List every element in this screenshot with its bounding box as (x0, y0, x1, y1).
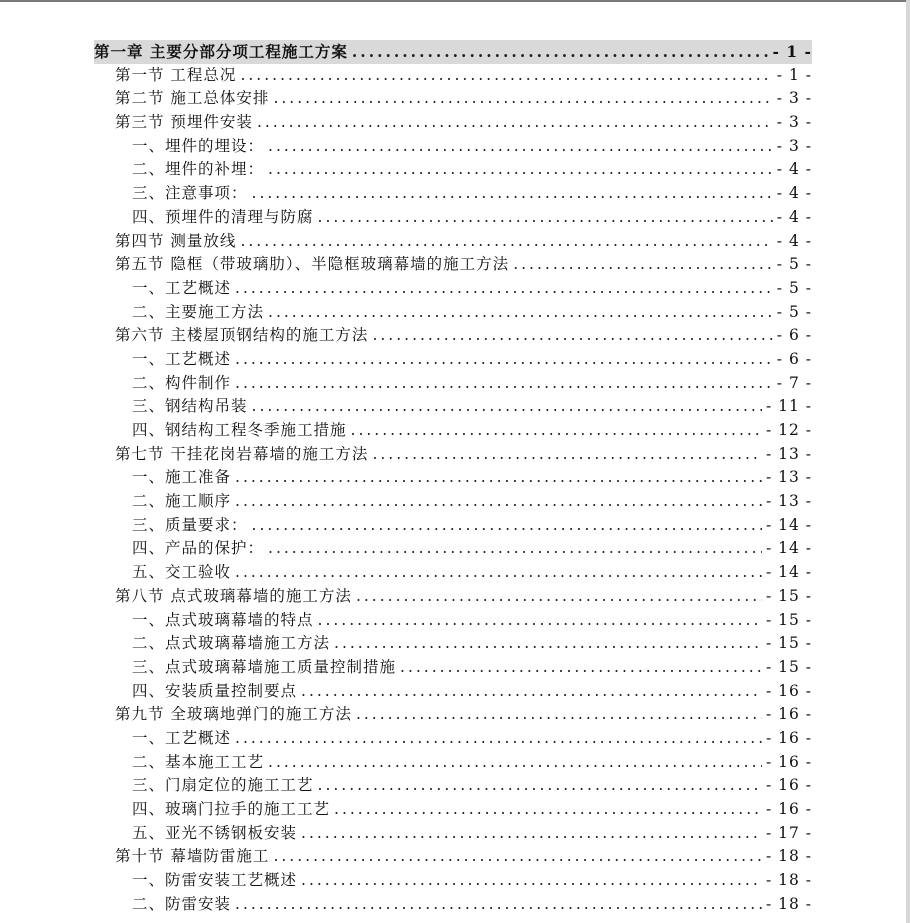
dot-leader (372, 324, 772, 348)
toc-entry-page-number: - 15 - (765, 634, 812, 653)
dot-leader (235, 372, 773, 396)
toc-entry-page-number: - 3 - (776, 113, 812, 132)
toc-entry-page-number: - 18 - (765, 847, 812, 866)
toc-entry-page-number: - 4 - (776, 184, 812, 203)
toc-entry-title: 二、基本施工工艺 (132, 752, 265, 771)
toc-entry-title: 一、工艺概述 (132, 728, 232, 747)
dot-leader (252, 395, 762, 419)
toc-entry-title: 第九节 全玻璃地弹门的施工方法 (115, 705, 352, 724)
dot-leader (318, 609, 762, 633)
toc-subsection-entry[interactable] (94, 632, 812, 656)
toc-entry-title: 四、产品的保护： (132, 539, 265, 558)
table-of-contents (94, 40, 812, 916)
toc-subsection-entry[interactable] (94, 680, 812, 704)
toc-entry-title: 三、点式玻璃幕墙施工质量控制措施 (132, 657, 397, 676)
toc-section-entry[interactable] (94, 230, 812, 254)
dot-leader (351, 419, 762, 443)
toc-entry-page-number: - 4 - (776, 207, 812, 226)
toc-entry-page-number: - 16 - (765, 752, 812, 771)
toc-entry-title: 第六节 主楼屋顶钢结构的施工方法 (115, 326, 369, 345)
toc-entry-title: 四、预埋件的清理与防腐 (132, 207, 314, 226)
toc-subsection-entry[interactable] (94, 301, 812, 325)
dot-leader (235, 727, 762, 751)
toc-entry-page-number: - 15 - (765, 657, 812, 676)
toc-section-entry[interactable] (94, 585, 812, 609)
toc-entry-page-number: - 16 - (765, 728, 812, 747)
dot-leader (334, 798, 762, 822)
toc-entry-page-number: - 5 - (776, 255, 812, 274)
toc-entry-title: 三、门扇定位的施工工艺 (132, 776, 314, 795)
toc-entry-page-number: - 13 - (765, 468, 812, 487)
dot-leader (301, 869, 762, 893)
toc-entry-title: 二、点式玻璃幕墙施工方法 (132, 634, 331, 653)
toc-entry-title: 第四节 测量放线 (115, 231, 237, 250)
toc-entry-page-number: - 1 - (776, 65, 812, 84)
toc-entry-page-number: - 16 - (765, 681, 812, 700)
toc-entry-title: 第一节 工程总况 (115, 65, 237, 84)
toc-entry-title: 三、注意事项： (132, 184, 248, 203)
toc-entry-page-number: - 3 - (776, 89, 812, 108)
toc-entry-title: 第三节 预埋件安装 (115, 113, 253, 132)
dot-leader (268, 158, 773, 182)
toc-section-entry[interactable] (94, 845, 812, 869)
dot-leader (356, 703, 762, 727)
toc-entry-page-number: - 18 - (765, 894, 812, 913)
toc-entry-title: 第一章 主要分部分项工程施工方案 (94, 42, 348, 61)
toc-entry-page-number: - 1 - (772, 42, 812, 61)
dot-leader (513, 253, 773, 277)
scrollbar-track[interactable] (906, 0, 910, 923)
toc-entry-title: 一、防雷安装工艺概述 (132, 871, 298, 890)
toc-entry-title: 二、防雷安装 (132, 894, 232, 913)
toc-entry-title: 一、埋件的埋设： (132, 136, 265, 155)
toc-entry-page-number: - 16 - (765, 776, 812, 795)
toc-entry-title: 一、施工准备 (132, 468, 232, 487)
toc-entry-title: 第七节 干挂花岗岩幕墙的施工方法 (115, 444, 369, 463)
dot-leader (252, 182, 773, 206)
toc-subsection-entry[interactable] (94, 609, 812, 633)
toc-section-entry[interactable] (94, 64, 812, 88)
toc-entry-page-number: - 14 - (765, 563, 812, 582)
toc-entry-page-number: - 17 - (765, 823, 812, 842)
toc-entry-page-number: - 13 - (765, 492, 812, 511)
toc-subsection-entry[interactable] (94, 277, 812, 301)
toc-entry-page-number: - 14 - (765, 539, 812, 558)
toc-entry-page-number: - 12 - (765, 421, 812, 439)
toc-entry-title: 一、工艺概述 (132, 349, 232, 368)
toc-subsection-entry[interactable] (94, 751, 812, 775)
top-border (0, 0, 910, 2)
toc-subsection-entry[interactable] (94, 490, 812, 514)
dot-leader (334, 632, 762, 656)
toc-subsection-entry[interactable] (94, 774, 812, 798)
toc-section-entry[interactable] (94, 87, 812, 111)
toc-entry-title: 第二节 施工总体安排 (115, 89, 270, 108)
toc-entry-page-number: - 6 - (776, 349, 812, 368)
dot-leader (372, 443, 762, 467)
toc-entry-page-number: - 18 - (765, 871, 812, 890)
toc-subsection-entry[interactable] (94, 893, 812, 917)
toc-entry-title: 一、点式玻璃幕墙的特点 (132, 610, 314, 629)
toc-entry-page-number: - 15 - (765, 586, 812, 605)
dot-leader (318, 774, 762, 798)
toc-entry-title: 四、安装质量控制要点 (132, 681, 298, 700)
dot-leader (257, 111, 773, 135)
dot-leader (356, 585, 762, 609)
toc-entry-page-number: - 11 - (765, 397, 812, 416)
toc-entry-page-number: - 16 - (765, 800, 812, 818)
toc-entry-page-number: - 6 - (776, 326, 812, 345)
toc-entry-title: 五、亚光不锈钢板安装 (132, 823, 298, 842)
toc-subsection-entry[interactable] (94, 727, 812, 751)
toc-section-entry[interactable] (94, 703, 812, 727)
toc-entry-title: 二、施工顺序 (132, 492, 232, 511)
dot-leader (318, 206, 773, 230)
dot-leader (268, 751, 762, 775)
toc-subsection-entry[interactable] (94, 206, 812, 230)
dot-leader (400, 656, 762, 680)
toc-subsection-entry[interactable] (94, 419, 812, 443)
toc-entry-title: 四、钢结构工程冬季施工措施 (132, 421, 347, 439)
dot-leader (268, 135, 773, 159)
dot-leader (235, 893, 762, 917)
dot-leader (252, 514, 762, 538)
toc-subsection-entry[interactable] (94, 869, 812, 893)
toc-entry-title: 五、交工验收 (132, 563, 232, 582)
toc-subsection-entry[interactable] (94, 348, 812, 372)
toc-entry-page-number: - 5 - (776, 278, 812, 297)
dot-leader (235, 348, 773, 372)
dot-leader (235, 277, 773, 301)
toc-entry-title: 第五节 隐框（带玻璃肋）、半隐框玻璃幕墙的施工方法 (115, 255, 510, 274)
dot-leader (235, 561, 762, 585)
toc-section-entry[interactable] (94, 253, 812, 277)
toc-entry-page-number: - 4 - (776, 231, 812, 250)
dot-leader (273, 845, 762, 869)
toc-entry-page-number: - 7 - (776, 373, 812, 392)
toc-subsection-entry[interactable] (94, 135, 812, 159)
dot-leader (268, 301, 773, 325)
toc-subsection-entry[interactable] (94, 822, 812, 846)
toc-subsection-entry[interactable] (94, 395, 812, 419)
toc-entry-page-number: - 3 - (776, 136, 812, 155)
toc-subsection-entry[interactable] (94, 514, 812, 538)
toc-section-entry[interactable] (94, 443, 812, 467)
dot-leader (301, 680, 762, 704)
toc-subsection-entry[interactable] (94, 182, 812, 206)
toc-entry-page-number: - 13 - (765, 444, 812, 463)
toc-subsection-entry[interactable] (94, 158, 812, 182)
toc-subsection-entry[interactable] (94, 466, 812, 490)
toc-chapter-entry[interactable] (94, 40, 812, 64)
toc-entry-page-number: - 14 - (765, 515, 812, 534)
toc-entry-title: 第八节 点式玻璃幕墙的施工方法 (115, 586, 352, 605)
dot-leader (301, 822, 762, 846)
toc-section-entry[interactable] (94, 324, 812, 348)
toc-entry-title: 二、主要施工方法 (132, 302, 265, 321)
dot-leader (235, 490, 762, 514)
toc-subsection-entry[interactable] (94, 372, 812, 396)
dot-leader (273, 87, 772, 111)
dot-leader (235, 466, 762, 490)
toc-entry-title: 二、埋件的补埋： (132, 160, 265, 179)
toc-subsection-entry[interactable] (94, 537, 812, 561)
toc-entry-page-number: - 15 - (765, 610, 812, 629)
dot-leader (352, 40, 769, 64)
toc-section-entry[interactable] (94, 111, 812, 135)
dot-leader (240, 64, 772, 88)
toc-entry-title: 第十节 幕墙防雷施工 (115, 847, 270, 866)
toc-subsection-entry[interactable] (94, 561, 812, 585)
toc-subsection-entry[interactable] (94, 656, 812, 680)
toc-subsection-entry[interactable] (94, 798, 812, 822)
toc-entry-page-number: - 5 - (776, 302, 812, 321)
toc-entry-page-number: - 16 - (765, 705, 812, 724)
toc-entry-title: 三、质量要求： (132, 515, 248, 534)
toc-entry-title: 三、钢结构吊装 (132, 397, 248, 416)
toc-entry-page-number: - 4 - (776, 160, 812, 179)
dot-leader (240, 230, 772, 254)
dot-leader (268, 537, 762, 561)
toc-entry-title: 二、构件制作 (132, 373, 232, 392)
toc-entry-title: 一、工艺概述 (132, 278, 232, 297)
toc-entry-title: 四、玻璃门拉手的施工工艺 (132, 800, 331, 818)
